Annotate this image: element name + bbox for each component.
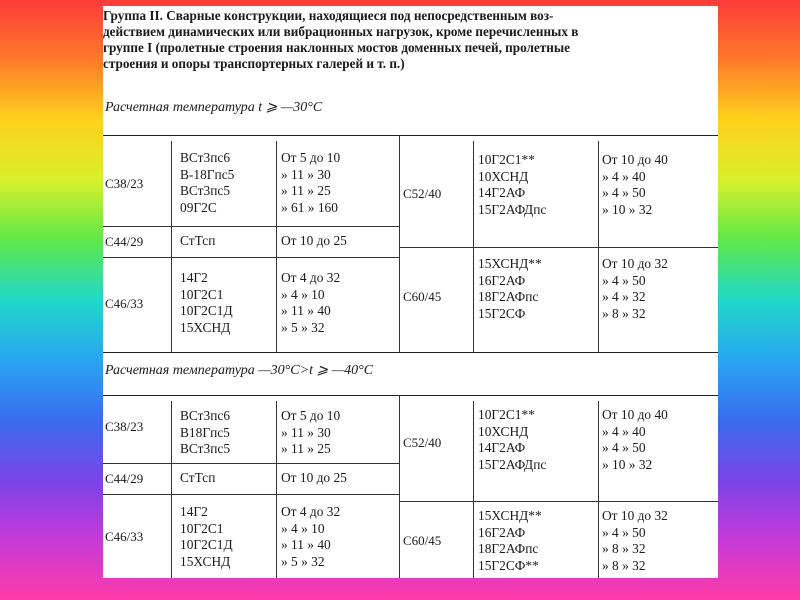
- thickness: » 8 » 32: [602, 557, 646, 573]
- column-divider: [399, 395, 400, 578]
- thickness: » 8 » 32: [602, 305, 646, 321]
- grade: 14Г2АФ: [478, 440, 526, 455]
- grade: 10Г2С1: [180, 520, 224, 536]
- title-line: строения и опоры транспортерных галерей и т. п.): [103, 56, 405, 71]
- table-rule: [103, 352, 718, 353]
- grade: СтТсп: [180, 470, 216, 485]
- thickness-range: [602, 407, 668, 473]
- thickness: » 5 » 32: [281, 553, 325, 569]
- grade: В18Гпс5: [180, 424, 230, 440]
- thickness: » 4 » 32: [602, 289, 646, 304]
- grade: 18Г2АФпс: [478, 541, 539, 556]
- row-divider: [103, 257, 399, 258]
- steel-class: С52/40: [403, 186, 442, 201]
- thickness: От 10 до 32: [602, 256, 668, 271]
- grade: 10Г2С1: [180, 286, 224, 302]
- column-divider: [399, 135, 400, 352]
- thickness-range: [281, 150, 340, 216]
- grade: 14Г2: [180, 504, 208, 519]
- thickness-range: [281, 470, 347, 487]
- thickness: » 4 » 10: [281, 520, 325, 536]
- steel-class: С46/33: [105, 296, 144, 311]
- thickness: » 4 » 50: [602, 440, 646, 455]
- grade: 10ХСНД: [478, 423, 529, 439]
- thickness: » 11 » 30: [281, 166, 331, 182]
- steel-grades: [180, 270, 233, 336]
- thickness: » 4 » 40: [602, 423, 646, 439]
- grade: 14Г2АФ: [478, 185, 526, 200]
- thickness: » 4 » 50: [602, 524, 646, 540]
- steel-grades: [180, 470, 215, 487]
- grade: 16Г2АФ: [478, 524, 526, 540]
- column-divider: [598, 401, 599, 578]
- thickness-range: [281, 504, 340, 570]
- thickness: От 10 до 40: [602, 407, 668, 422]
- title-line: группе I (пролетные строения наклонных мостов доменных печей, пролетные: [103, 40, 571, 55]
- thickness: » 11 » 30: [281, 424, 331, 440]
- steel-grades: [180, 408, 230, 458]
- thickness: » 11 » 25: [281, 183, 331, 198]
- document-page: [103, 6, 718, 578]
- steel-class: С38/23: [105, 419, 144, 434]
- grade: В-18Гпс5: [180, 166, 235, 182]
- steel-class: С52/40: [403, 435, 442, 450]
- row-divider: [399, 501, 718, 502]
- grade: 10Г2С1Д: [180, 537, 233, 552]
- thickness: » 11 » 40: [281, 537, 331, 552]
- steel-grades: [180, 504, 233, 570]
- grade: 15Г2АФДпс: [478, 201, 547, 217]
- grade: 15Г2АФДпс: [478, 456, 547, 472]
- steel-grades: [478, 256, 542, 322]
- steel-class: С46/33: [105, 529, 144, 544]
- thickness-range: [281, 270, 340, 336]
- temperature-label: Расчетная температура —30°C>t ⩾ —40°C: [105, 363, 374, 378]
- thickness: От 4 до 32: [281, 270, 341, 285]
- thickness-range: [602, 256, 668, 322]
- thickness-range: [281, 408, 340, 458]
- grade: 09Г2С: [180, 199, 217, 215]
- row-divider: [103, 494, 399, 495]
- thickness: От 10 до 25: [281, 470, 347, 485]
- temperature-label: Расчетная температура t ⩾ —30°C: [105, 100, 323, 115]
- thickness: » 11 » 25: [281, 441, 331, 456]
- column-divider: [473, 401, 474, 578]
- row-divider: [103, 226, 399, 227]
- thickness: » 10 » 32: [602, 456, 653, 472]
- grade: 15Г2СФ: [478, 305, 526, 321]
- steel-grades: [180, 150, 234, 216]
- steel-class: С44/29: [105, 471, 144, 486]
- thickness: От 5 до 10: [281, 408, 341, 423]
- thickness: » 5 » 32: [281, 319, 325, 335]
- thickness-range: [602, 152, 668, 218]
- grade: ВСт3пс5: [180, 441, 231, 456]
- steel-grades: [180, 233, 215, 250]
- grade: 15ХСНД**: [478, 256, 542, 271]
- thickness: От 10 до 40: [602, 152, 668, 167]
- thickness-range: [602, 508, 668, 574]
- thickness: От 10 до 25: [281, 233, 347, 248]
- thickness-range: [281, 233, 347, 250]
- thickness: » 4 » 40: [602, 168, 646, 184]
- group-title: [103, 8, 715, 72]
- steel-class: С44/29: [105, 234, 144, 249]
- steel-grades: [478, 407, 546, 473]
- table-rule: [103, 395, 718, 396]
- grade: ВСт3пс6: [180, 150, 231, 165]
- grade: 10ХСНД: [478, 168, 529, 184]
- column-divider: [276, 141, 277, 352]
- thickness: » 4 » 50: [602, 185, 646, 200]
- column-divider: [171, 141, 172, 352]
- grade: СтТсп: [180, 233, 216, 248]
- steel-grades: [478, 152, 546, 218]
- steel-class: С38/23: [105, 176, 144, 191]
- thickness: » 11 » 40: [281, 303, 331, 318]
- steel-grades: [478, 508, 542, 574]
- thickness: От 10 до 32: [602, 508, 668, 523]
- grade: 10Г2С1Д: [180, 303, 233, 318]
- row-divider: [399, 247, 718, 248]
- thickness: » 4 » 10: [281, 286, 325, 302]
- thickness: От 4 до 32: [281, 504, 341, 519]
- grade: 15ХСНД: [180, 553, 231, 569]
- thickness: » 8 » 32: [602, 541, 646, 556]
- grade: 14Г2: [180, 270, 208, 285]
- column-divider: [171, 401, 172, 578]
- grade: ВСт3пс6: [180, 408, 231, 423]
- title-line: Группа II. Сварные конструкции, находящиеся под непосредственным воз-: [103, 8, 554, 23]
- grade: 15Г2СФ**: [478, 557, 539, 573]
- table-rule: [103, 135, 718, 136]
- thickness: » 61 » 160: [281, 199, 338, 215]
- title-line: действием динамических или вибрационных нагрузок, кроме перечисленных в: [103, 24, 579, 39]
- column-divider: [276, 401, 277, 578]
- grade: 10Г2С1**: [478, 152, 535, 167]
- thickness: » 4 » 50: [602, 272, 646, 288]
- grade: 10Г2С1**: [478, 407, 535, 422]
- grade: 16Г2АФ: [478, 272, 526, 288]
- grade: 18Г2АФпс: [478, 289, 539, 304]
- row-divider: [103, 463, 399, 464]
- grade: ВСт3пс5: [180, 183, 231, 198]
- thickness: От 5 до 10: [281, 150, 341, 165]
- steel-class: С60/45: [403, 533, 442, 548]
- steel-class: С60/45: [403, 289, 442, 304]
- grade: 15ХСНД**: [478, 508, 542, 523]
- thickness: » 10 » 32: [602, 201, 653, 217]
- grade: 15ХСНД: [180, 319, 231, 335]
